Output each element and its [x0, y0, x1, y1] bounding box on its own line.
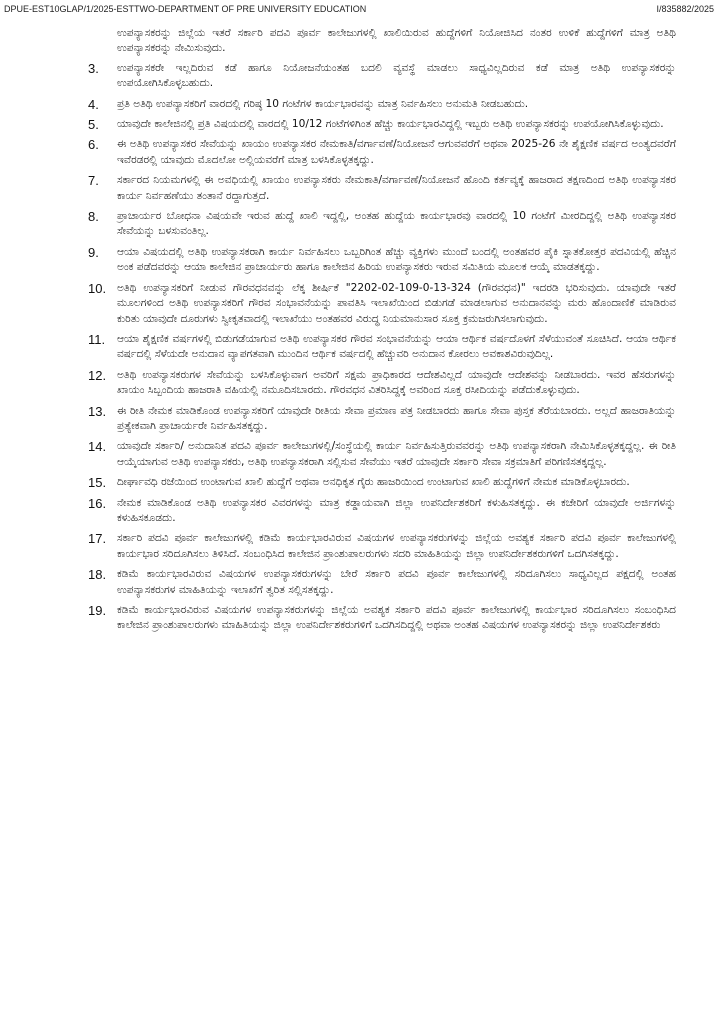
item-text: ಪ್ರಾಚಾರ್ಯರ ಬೋಧನಾ ವಿಷಯವೇ ಇರುವ ಹುದ್ದೆ ಖಾಲಿ ಇದ್ದಲ್ಲಿ, ಅಂತಹ ಹುದ್ದೆಯ ಕಾರ್ಯಭಾರವು ವಾರದಲ್ಲಿ 10 ಗಂಟೆಗೆ ಮೀರದಿದ್ದಲ್ಲಿ ಅತಿಥಿ ಉಪನ್ಯಾಸಕರ ಸೇವೆಯನ್ನು ಬಳಸುವಂತಿಲ್ಲ. — [117, 210, 676, 238]
item-text: ಅತಿಥಿ ಉಪನ್ಯಾಸಕರಿಗೆ ನೀಡುವ ಗೌರವಧನವನ್ನು ಲೆಕ್ಕ ಶೀರ್ಷಿಕೆ "2202-02-109-0-13-324 (ಗೌರವಧನ)" ಇದರಡಿ ಭರಿಸುವುದು. ಯಾವುದೇ ಇತರೆ ಮೂಲಗಳಿಂದ ಅತಿಥಿ ಉಪನ್ಯಾಸಕರಿಗೆ ಗೌರವ ಸಂಭಾವನೆಯನ್ನು ಪಾವತಿಸಿ ಇಲಾಖೆಯಿಂದ ಬಿಡುಗಡೆ ಮಾಡಲಾಗುವ ಅನುದಾನವನ್ನು ಮರು ಹೊಂದಾಣಿಕೆ ಮಾಡಿರುವ ಕುರಿತು ಯಾವುದೇ ದೂರುಗಳು ಸ್ವೀಕೃತವಾದಲ್ಲಿ ಇಲಾಖೆಯು ಅಂತಹವರ ವಿರುದ್ಧ ನಿಯಮಾನುಸಾರ ಸೂಕ್ತ ಕ್ರಮಜರುಗಿಸಲಾಗುವುದು. — [117, 281, 676, 325]
list-item-10 — [88, 281, 676, 327]
item-number: 8. — [88, 209, 99, 225]
item-text: ಆಯಾ ವಿಷಯದಲ್ಲಿ ಅತಿಥಿ ಉಪನ್ಯಾಸಕರಾಗಿ ಕಾರ್ಯ ನಿರ್ವಹಿಸಲು ಒಬ್ಬರಿಗಿಂತ ಹೆಚ್ಚು ವ್ಯಕ್ತಿಗಳು ಮುಂದೆ ಬಂದಲ್ಲಿ ಅಂತಹವರ ಪೈಕಿ ಸ್ನಾತಕೋತ್ತರ ಪದವಿಯಲ್ಲಿ ಹೆಚ್ಚಿನ ಅಂಕ ಪಡೆದವರನ್ನು ಆಯಾ ಕಾಲೇಜಿನ ಪ್ರಾಚಾರ್ಯರು ಹಾಗೂ ಕಾಲೇಜಿನ ಹಿರಿಯ ಉಪನ್ಯಾಸಕರು ಇರುವ ಸಮಿತಿಯ ಮೂಲಕ ಆಯ್ಕೆ ಮಾಡತಕ್ಕದ್ದು. — [117, 245, 676, 274]
list-item-3 — [88, 61, 676, 92]
item-number: 19. — [88, 603, 107, 618]
item-number: 18. — [88, 567, 107, 583]
item-text: ಸರ್ಕಾರದ ನಿಯಮಗಳಲ್ಲಿ ಈ ಅವಧಿಯಲ್ಲಿ ಖಾಯಂ ಉಪನ್ಯಾಸಕರು ನೇಮಕಾತಿ/ವರ್ಗಾವಣೆ/ನಿಯೋಜನೆ ಹೊಂದಿ ಕರ್ತವ್ಯಕ್ಕೆ ಹಾಜರಾದ ತಕ್ಷಣದಿಂದ ಅತಿಥಿ ಉಪನ್ಯಾಸಕರ ಕಾರ್ಯ ನಿರ್ವಹಣೆಯು ತಂತಾನೆ ರದ್ದಾಗುತ್ತದೆ. — [117, 174, 676, 202]
item-number: 4. — [88, 96, 99, 112]
list-item-9 — [88, 245, 676, 276]
list-item-14 — [88, 439, 676, 470]
document-reference: DPUE-EST10GLAP/1/2025-ESTTWO-DEPARTMENT OF PRE UNIVERSITY EDUCATION — [4, 4, 367, 14]
item-text: ಕಡಿಮೆ ಕಾರ್ಯಭಾರವಿರುವ ವಿಷಯಗಳ ಉಪನ್ಯಾಸಕರುಗಳನ್ನು ಬೇರೆ ಸರ್ಕಾರಿ ಪದವಿ ಪೂರ್ವ ಕಾಲೇಜುಗಳಲ್ಲಿ ಸರಿದೂಗಿಸಲು ಸಾಧ್ಯವಿಲ್ಲದ ಪಕ್ಷದಲ್ಲಿ ಅಂತಹ ಉಪನ್ಯಾಸಕರುಗಳ ಮಾಹಿತಿಯನ್ನು ಇಲಾಖೆಗೆ ತ್ವರಿತ ಸಲ್ಲಿಸತಕ್ಕದ್ದು. — [117, 568, 676, 596]
document-body — [88, 22, 676, 639]
list-item-19 — [88, 603, 676, 634]
item-text: ಈ ರೀತಿ ನೇಮಕ ಮಾಡಿಕೊಂಡ ಉಪನ್ಯಾಸಕರಿಗೆ ಯಾವುದೇ ರೀತಿಯ ಸೇವಾ ಪ್ರಮಾಣ ಪತ್ರ ನೀಡಬಾರದು ಹಾಗೂ ಸೇವಾ ಪುಸ್ತಕ ತೆರೆಯಬಾರದು. ಅಲ್ಲದೆ ಹಾಜರಾತಿಯನ್ನು ಪ್ರತ್ಯೇಕವಾಗಿ ಪ್ರಾಚಾರ್ಯರೇ ನಿರ್ವಹಿಸತಕ್ಕದ್ದು. — [117, 404, 676, 432]
item-text: ಸರ್ಕಾರಿ ಪದವಿ ಪೂರ್ವ ಕಾಲೇಜುಗಳಲ್ಲಿ ಕಡಿಮೆ ಕಾರ್ಯಭಾರವಿರುವ ವಿಷಯಗಳ ಉಪನ್ಯಾಸಕರುಗಳನ್ನು ಜಿಲ್ಲೆಯ ಅವಶ್ಯಕ ಸರ್ಕಾರಿ ಪದವಿ ಪೂರ್ವ ಕಾಲೇಜುಗಳಲ್ಲಿ ಕಾರ್ಯಭಾರ ಸರಿದೂಗಿಸಲು ತಿಳಿಸಿದೆ. ಸಂಬಂಧಿಸಿದ ಕಾಲೇಜಿನ ಪ್ರಾಂಶುಪಾಲರುಗಳು ಸದರಿ ಮಾಹಿತಿಯನ್ನು ಜಿಲ್ಲಾ ಉಪನಿರ್ದೇಶಕರುಗಳಿಗೆ ಒದಗಿಸತಕ್ಕದ್ದು. — [117, 532, 676, 560]
item-number: 5. — [88, 117, 99, 133]
item-text: ಕಡಿಮೆ ಕಾರ್ಯಭಾರವಿರುವ ವಿಷಯಗಳ ಉಪನ್ಯಾಸಕರುಗಳನ್ನು ಜಿಲ್ಲೆಯ ಅವಶ್ಯಕ ಸರ್ಕಾರಿ ಪದವಿ ಪೂರ್ವ ಕಾಲೇಜುಗಳಲ್ಲಿ ಕಾರ್ಯಭಾರ ಸರಿದೂಗಿಸಲು ಸಂಬಂಧಿಸಿದ ಕಾಲೇಜಿನ ಪ್ರಾಂಶುಪಾಲರುಗಳು ಮಾಹಿತಿಯನ್ನು ಜಿಲ್ಲಾ ಉಪನಿರ್ದೇಶಕರುಗಳಿಗೆ ಒದಗಿಸದಿದ್ದಲ್ಲಿ ಅಥವಾ ಅಂತಹ ವಿಷಯಗಳ ಉಪನ್ಯಾಸಕರನ್ನು ಜಿಲ್ಲಾ ಉಪನಿರ್ದೇಶಕರು — [117, 604, 676, 632]
item-number: 16. — [88, 495, 107, 511]
list-item-6 — [88, 137, 676, 168]
list-item-4 — [88, 97, 676, 112]
list-item-17 — [88, 531, 676, 562]
item-text: ಉಪನ್ಯಾಸಕರೇ ಇಲ್ಲದಿರುವ ಕಡೆ ಹಾಗೂ ನಿಯೋಜನೆಯಂತಹ ಬದಲಿ ವ್ಯವಸ್ಥೆ ಮಾಡಲು ಸಾಧ್ಯವಿಲ್ಲದಿರುವ ಕಡೆ ಮಾತ್ರ ಅತಿಥಿ ಉಪನ್ಯಾಸಕರನ್ನು ಉಪಯೋಗಿಸಿಕೊಳ್ಳಬಹುದು. — [117, 61, 676, 90]
document-number: I/835882/2025 — [656, 4, 714, 14]
intro-paragraph: ಉಪನ್ಯಾಸಕರನ್ನು ಜಿಲ್ಲೆಯ ಇತರೆ ಸರ್ಕಾರಿ ಪದವಿ ಪೂರ್ವ ಕಾಲೇಜುಗಳಲ್ಲಿ ಖಾಲಿಯಿರುವ ಹುದ್ದೆಗಳಿಗೆ ನಿಯೋಜಿಸಿದ ನಂತರ ಉಳಿಕೆ ಹುದ್ದೆಗಳಿಗೆ ಮಾತ್ರ ಅತಿಥಿ ಉಪನ್ಯಾಸಕರನ್ನು ನೇಮಿಸುವುದು. — [117, 27, 676, 55]
item-text: ಪ್ರತಿ ಅತಿಥಿ ಉಪನ್ಯಾಸಕರಿಗೆ ವಾರದಲ್ಲಿ ಗರಿಷ್ಠ 10 ಗಂಟೆಗಳ ಕಾರ್ಯಭಾರವನ್ನು ಮಾತ್ರ ನಿರ್ವಹಿಸಲು ಅನುಮತಿ ನೀಡಬಹುದು. — [117, 97, 529, 110]
item-number: 17. — [88, 531, 107, 547]
item-text: ಯಾವುದೇ ಸರ್ಕಾರಿ/ ಅನುದಾನಿತ ಪದವಿ ಪೂರ್ವ ಕಾಲೇಜುಗಳಲ್ಲಿ/ಸಂಸ್ಥೆಯಲ್ಲಿ ಕಾರ್ಯ ನಿರ್ವಹಿಸುತ್ತಿರುವವರನ್ನು ಅತಿಥಿ ಉಪನ್ಯಾಸಕರಾಗಿ ನೇಮಿಸಿಕೊಳ್ಳತಕ್ಕದ್ದಲ್ಲ. ಈ ರೀತಿ ಆಯ್ಕೆಯಾಗುವ ಅತಿಥಿ ಉಪನ್ಯಾಸಕರು, ಅತಿಥಿ ಉಪನ್ಯಾಸಕರಾಗಿ ಸಲ್ಲಿಸುವ ಸೇವೆಯು ಇತರೆ ಯಾವುದೇ ಸರ್ಕಾರಿ ಸೇವಾ ಸಕ್ರಮಾತಿಗೆ ಪರಿಗಣಿಸತಕ್ಕದ್ದಲ್ಲ. — [117, 440, 676, 468]
item-number: 15. — [88, 475, 107, 491]
item-number: 12. — [88, 367, 107, 383]
item-number: 3. — [88, 60, 99, 76]
item-text: ಯಾವುದೇ ಕಾಲೇಜಿನಲ್ಲಿ ಪ್ರತಿ ವಿಷಯದಲ್ಲಿ ವಾರದಲ್ಲಿ 10/12 ಗಂಟೆಗಳಿಗಿಂತ ಹೆಚ್ಚು ಕಾರ್ಯಭಾರವಿದ್ದಲ್ಲಿ ಇಬ್ಬರು ಅತಿಥಿ ಉಪನ್ಯಾಸಕರನ್ನು ಉಪಯೋಗಿಸಿಕೊಳ್ಳುವುದು. — [117, 118, 664, 131]
list-item-5 — [88, 117, 676, 132]
item-text: ಅತಿಥಿ ಉಪನ್ಯಾಸಕರುಗಳ ಸೇವೆಯನ್ನು ಬಳಸಿಕೊಳ್ಳುವಾಗ ಅವರಿಗೆ ಸಕ್ಷಮ ಪ್ರಾಧಿಕಾರದ ಆದೇಶವಿಲ್ಲದೆ ಯಾವುದೇ ಆದೇಶವನ್ನು ನೀಡಬಾರದು. ಇವರ ಹೆಸರುಗಳನ್ನು ಖಾಯಂ ಸಿಬ್ಬಂದಿಯ ಹಾಜರಾತಿ ವಹಿಯಲ್ಲಿ ನಮೂದಿಸಬಾರದು. ಗೌರವಧನ ವಿತರಿಸಿದ್ದಕ್ಕೆ ಅವರಿಂದ ಸೂಕ್ತ ರಸೀದಿಯನ್ನು ಪಡೆದುಕೊಳ್ಳುವುದು. — [117, 368, 676, 397]
item-number: 13. — [88, 403, 107, 419]
item-text: ಈ ಅತಿಥಿ ಉಪನ್ಯಾಸಕರ ಸೇವೆಯನ್ನು ಖಾಯಂ ಉಪನ್ಯಾಸಕರ ನೇಮಕಾತಿ/ವರ್ಗಾವಣೆ/ನಿಯೋಜನೆ ಆಗುವವರೆಗೆ ಅಥವಾ 2025-26 ನೇ ಶೈಕ್ಷಣಿಕ ವರ್ಷದ ಅಂತ್ಯದವರೆಗೆ ಇವೆರಡರಲ್ಲಿ ಯಾವುದು ಮೊದಲೋ ಅಲ್ಲಿಯವರೆಗೆ ಮಾತ್ರ ಬಳಸಿಕೊಳ್ಳತಕ್ಕದ್ದು. — [117, 138, 676, 166]
item-number: 11. — [88, 331, 106, 347]
list-item-16 — [88, 496, 676, 527]
item-text: ದೀರ್ಘಾವಧಿ ರಜೆಯಿಂದ ಉಂಟಾಗುವ ಖಾಲಿ ಹುದ್ದೆಗೆ ಅಥವಾ ಅನಧಿಕೃತ ಗೈರು ಹಾಜರಿಯಿಂದ ಉಂಟಾಗುವ ಖಾಲಿ ಹುದ್ದೆಗಳಿಗೆ ನೇಮಕ ಮಾಡಿಕೊಳ್ಳಬಾರದು. — [117, 476, 630, 489]
list-item-8 — [88, 209, 676, 240]
list-item-7 — [88, 173, 676, 204]
item-number: 6. — [88, 137, 99, 153]
item-text: ಆಯಾ ಶೈಕ್ಷಣಿಕ ವರ್ಷಗಳಲ್ಲಿ ಬಿಡುಗಡೆಯಾಗುವ ಅತಿಥಿ ಉಪನ್ಯಾಸಕರ ಗೌರವ ಸಂಭಾವನೆಯನ್ನು ಆಯಾ ಆರ್ಥಿಕ ವರ್ಷದೊಳಗೆ ಸೆಳೆಯುವಂತೆ ಸೂಚಿಸಿದೆ. ಆಯಾ ಆರ್ಥಿಕ ವರ್ಷದಲ್ಲಿ ಸೆಳೆಯದೇ ಅನುದಾನ ವ್ಯಾಪಗತವಾಗಿ ಮುಂದಿನ ಆರ್ಥಿಕ ವರ್ಷದಲ್ಲಿ ಹೆಚ್ಚುವರಿ ಅನುದಾನ ಕೋರಲು ಅವಕಾಶವಿರುವುದಿಲ್ಲ. — [117, 332, 676, 361]
list-item-11 — [88, 332, 676, 363]
list-item-18 — [88, 567, 676, 598]
item-number: 9. — [88, 244, 99, 260]
list-item-12 — [88, 368, 676, 399]
list-item-13 — [88, 404, 676, 435]
item-number: 14. — [88, 439, 107, 455]
page-header — [0, 3, 724, 17]
item-number: 7. — [88, 173, 99, 189]
list-item-15 — [88, 475, 676, 490]
item-number: 10. — [88, 280, 107, 296]
item-text: ನೇಮಕ ಮಾಡಿಕೊಂಡ ಅತಿಥಿ ಉಪನ್ಯಾಸಕರ ವಿವರಗಳನ್ನು ಮಾತ್ರ ಕಡ್ಡಾಯವಾಗಿ ಜಿಲ್ಲಾ ಉಪನಿರ್ದೇಶಕರಿಗೆ ಕಳುಹಿಸತಕ್ಕದ್ದು. ಈ ಕಚೇರಿಗೆ ಯಾವುದೇ ಅರ್ಜಿಗಳನ್ನು ಕಳುಹಿಸಕೂಡದು. — [117, 496, 676, 524]
